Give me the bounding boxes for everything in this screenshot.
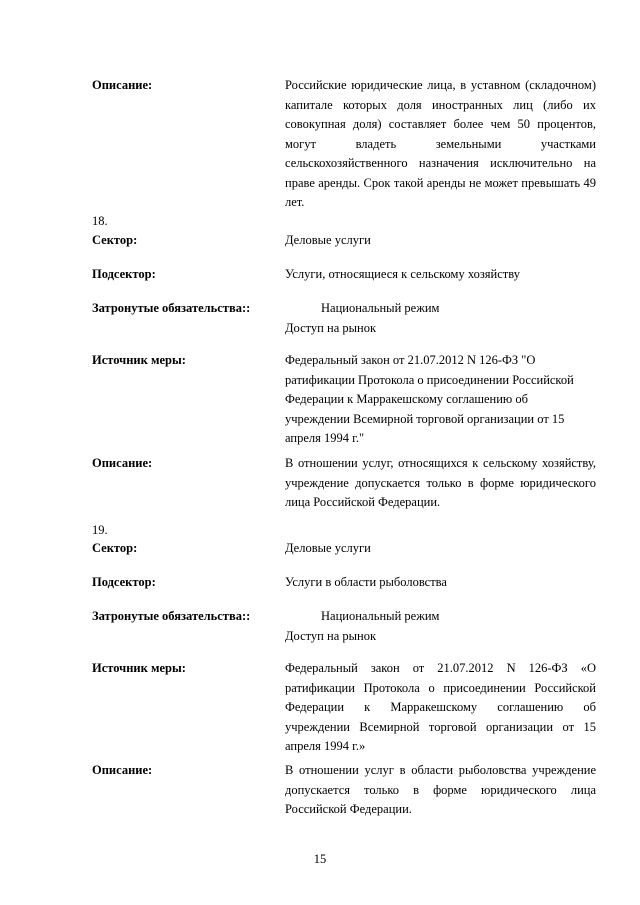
obligations-value (285, 607, 596, 646)
description-label: Описание: (92, 456, 153, 470)
source-label: Источник меры: (92, 353, 186, 367)
page-number: 15 (313, 852, 327, 866)
obligation-market-access: Доступ на рынок (285, 628, 377, 643)
source-label: Источник меры: (92, 661, 186, 675)
obligations-value (285, 299, 596, 338)
obligation-market-access: Доступ на рынок (285, 320, 377, 335)
description-text: В отношении услуг, относящихся к сельскому хозяйству, учреждение допускается только в форме юридического лица Российской Федерации. (285, 456, 596, 509)
obligations-label: Затронутые обязательства:: (92, 301, 251, 315)
source-text: Федеральный закон от 21.07.2012 N 126-ФЗ "О ратификации Протокола о присоединении Российской Федерации к Марракешскому соглашению об учреждении Всемирной торговой организации от 15 апреля 1994 г." (285, 353, 574, 445)
entry-number: 19. (92, 523, 108, 537)
subsector-label: Подсектор: (92, 267, 156, 281)
subsector-value: Услуги, относящиеся к сельскому хозяйству (285, 267, 520, 281)
description-label: Описание: (92, 78, 153, 92)
description-text: Российские юридические лица, в уставном (складочном) капитале которых доля иностранных лиц (либо их совокупная доля) составляет более чем 50 процентов, могут владеть земельными участками сельскохозяйственного назначения исключительно на праве аренды. Срок такой аренды не может превышать 49 лет. (285, 78, 596, 209)
sector-value: Деловые услуги (285, 541, 371, 555)
entry-number: 18. (92, 214, 108, 228)
subsector-value: Услуги в области рыболовства (285, 575, 447, 589)
subsector-label: Подсектор: (92, 575, 156, 589)
obligation-national-treatment: Национальный режим (321, 301, 440, 315)
description-text: В отношении услуг в области рыболовства учреждение допускается только в форме юридического лица Российской Федерации. (285, 763, 596, 816)
source-text: Федеральный закон от 21.07.2012 N 126-ФЗ «О ратификации Протокола о присоединении Российской Федерации к Марракешскому соглашению об учреждении Всемирной торговой организации от 15 апреля 1994 г.» (285, 661, 596, 753)
sector-label: Сектор: (92, 541, 138, 555)
description-label: Описание: (92, 763, 153, 777)
obligations-label: Затронутые обязательства:: (92, 609, 251, 623)
obligation-national-treatment: Национальный режим (321, 609, 440, 623)
sector-label: Сектор: (92, 233, 138, 247)
sector-value: Деловые услуги (285, 233, 371, 247)
